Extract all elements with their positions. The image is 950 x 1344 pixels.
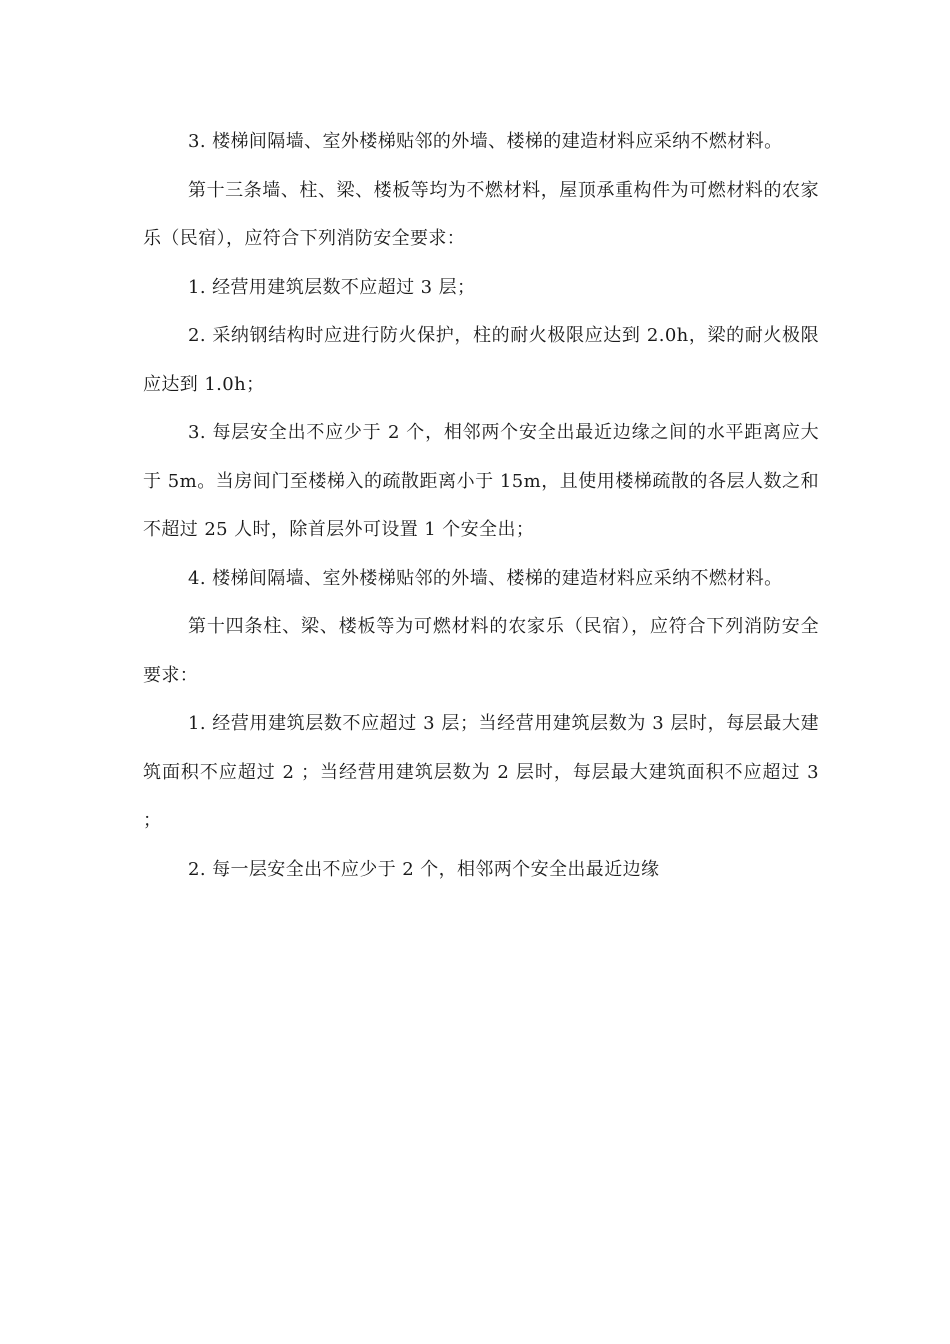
paragraph-item-1-floor-area: 1. 经营用建筑层数不应超过 3 层；当经营用建筑层数为 3 层时，每层最大建筑面积不应超过 2 ；当经营用建筑层数为 2 层时，每层最大建筑面积不应超过 3 ； xyxy=(143,713,819,831)
paragraph-item-1-floors: 1. 经营用建筑层数不应超过 3 层； xyxy=(188,276,476,298)
paragraph-article-13: 第十三条墙、柱、梁、楼板等均为不燃材料，屋顶承重构件为可燃材料的农家乐（民宿），应符合下列消防安全要求： xyxy=(143,179,819,249)
paragraph-item-3-stair-materials: 3. 楼梯间隔墙、室外楼梯贴邻的外墙、楼梯的建造材料应采纳不燃材料。 xyxy=(188,131,783,152)
paragraph-item-2-exits-partial: 2. 每一层安全出不应少于 2 个，相邻两个安全出最近边缘 xyxy=(188,858,660,880)
paragraph-item-3-exits: 3. 每层安全出不应少于 2 个，相邻两个安全出最近边缘之间的水平距离应大于 5m。当房间门至楼梯入的疏散距离小于 15m，且使用楼梯疏散的各层人数之和不超过 25 人时，除首层外可设置 1 个安全出； xyxy=(143,422,819,540)
paragraph-article-14: 第十四条柱、梁、楼板等为可燃材料的农家乐（民宿），应符合下列消防安全要求： xyxy=(143,616,819,686)
document-body xyxy=(143,118,819,894)
paragraph-item-4-stair-materials: 4. 楼梯间隔墙、室外楼梯贴邻的外墙、楼梯的建造材料应采纳不燃材料。 xyxy=(188,567,783,589)
paragraph-item-2-steel-structure: 2. 采纳钢结构时应进行防火保护，柱的耐火极限应达到 2.0h，梁的耐火极限应达到 1.0h； xyxy=(143,325,819,395)
